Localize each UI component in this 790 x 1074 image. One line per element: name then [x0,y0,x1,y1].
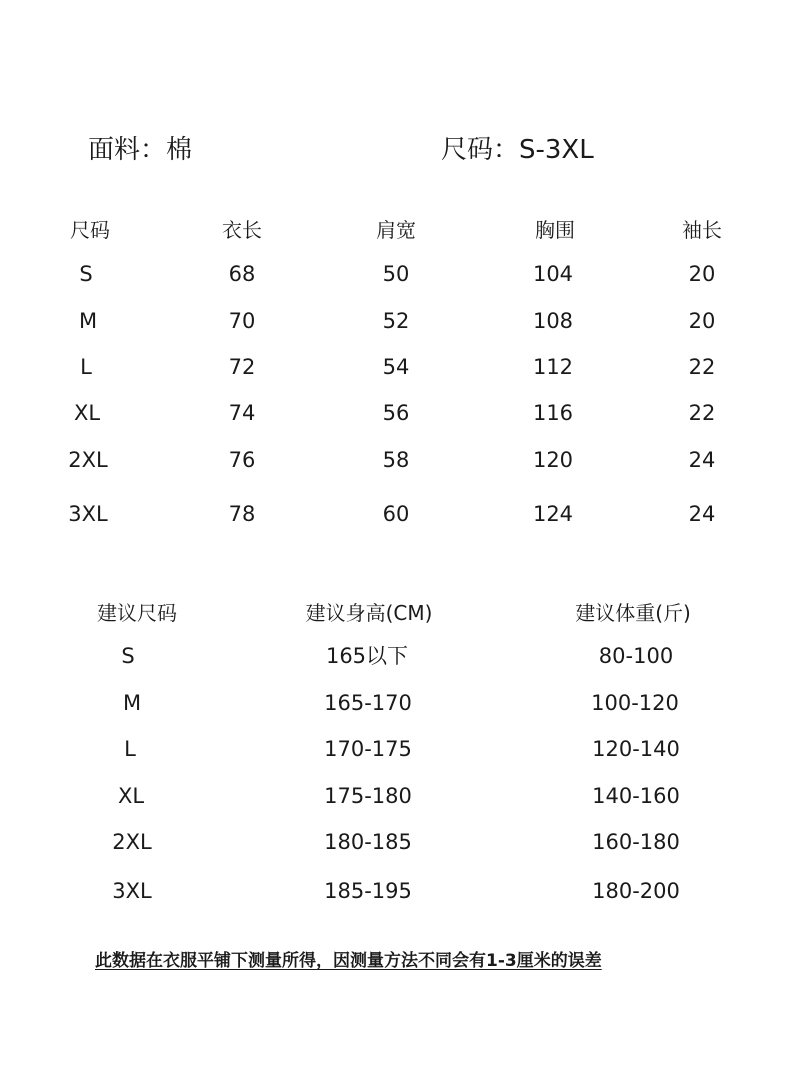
recommend-height: 170-175 [324,737,412,761]
size-range-heading: 尺码：S-3XL [441,135,594,165]
row-chest: 124 [532,502,574,526]
row-chest: 108 [532,309,574,333]
recommend-size: L [124,737,136,761]
measurement-footnote: 此数据在衣服平铺下测量所得，因测量方法不同会有1-3厘米的误差 [95,951,602,971]
row-chest: 120 [532,448,574,472]
row-chest: 104 [532,262,574,286]
row-length: 78 [228,502,256,526]
row-chest: 112 [532,355,574,379]
row-sleeve: 20 [688,309,716,333]
row-shoulder: 52 [382,309,410,333]
recommend-weight: 160-180 [592,830,680,854]
recommend-weight: 80-100 [598,644,674,668]
row-size: 3XL [68,502,108,526]
row-length: 70 [228,309,256,333]
row-size: M [78,309,98,333]
row-size: 2XL [68,448,108,472]
header-recommended-weight: 建议体重(斤) [575,601,691,625]
recommend-size: 3XL [112,879,152,903]
recommend-height: 175-180 [324,784,412,808]
recommend-weight: 140-160 [592,784,680,808]
row-sleeve: 24 [688,502,716,526]
header-size: 尺码 [70,218,110,242]
row-sleeve: 24 [688,448,716,472]
recommend-size: XL [117,784,145,808]
row-size: XL [73,401,101,425]
recommend-weight: 180-200 [592,879,680,903]
row-length: 76 [228,448,256,472]
row-sleeve: 20 [688,262,716,286]
row-size: S [79,262,93,286]
header-length: 衣长 [222,218,262,242]
recommend-size: S [121,644,135,668]
row-shoulder: 50 [382,262,410,286]
recommend-weight: 120-140 [592,737,680,761]
row-shoulder: 60 [382,502,410,526]
row-shoulder: 54 [382,355,410,379]
row-length: 72 [228,355,256,379]
header-chest: 胸围 [535,218,575,242]
recommend-height: 165-170 [324,691,412,715]
row-length: 68 [228,262,256,286]
material-heading: 面料：棉 [88,135,193,165]
row-shoulder: 56 [382,401,410,425]
recommend-height: 180-185 [324,830,412,854]
row-sleeve: 22 [688,401,716,425]
recommend-height: 185-195 [324,879,412,903]
row-size: L [80,355,92,379]
row-chest: 116 [532,401,574,425]
header-shoulder: 肩宽 [376,218,416,242]
header-sleeve: 袖长 [682,218,722,242]
row-shoulder: 58 [382,448,410,472]
row-sleeve: 22 [688,355,716,379]
recommend-size: 2XL [112,830,152,854]
recommend-size: M [122,691,142,715]
recommend-weight: 100-120 [591,691,679,715]
header-recommended-size: 建议尺码 [97,601,177,625]
row-length: 74 [228,401,256,425]
header-recommended-height: 建议身高(CM) [305,601,433,625]
recommend-height: 165以下 [325,644,409,668]
